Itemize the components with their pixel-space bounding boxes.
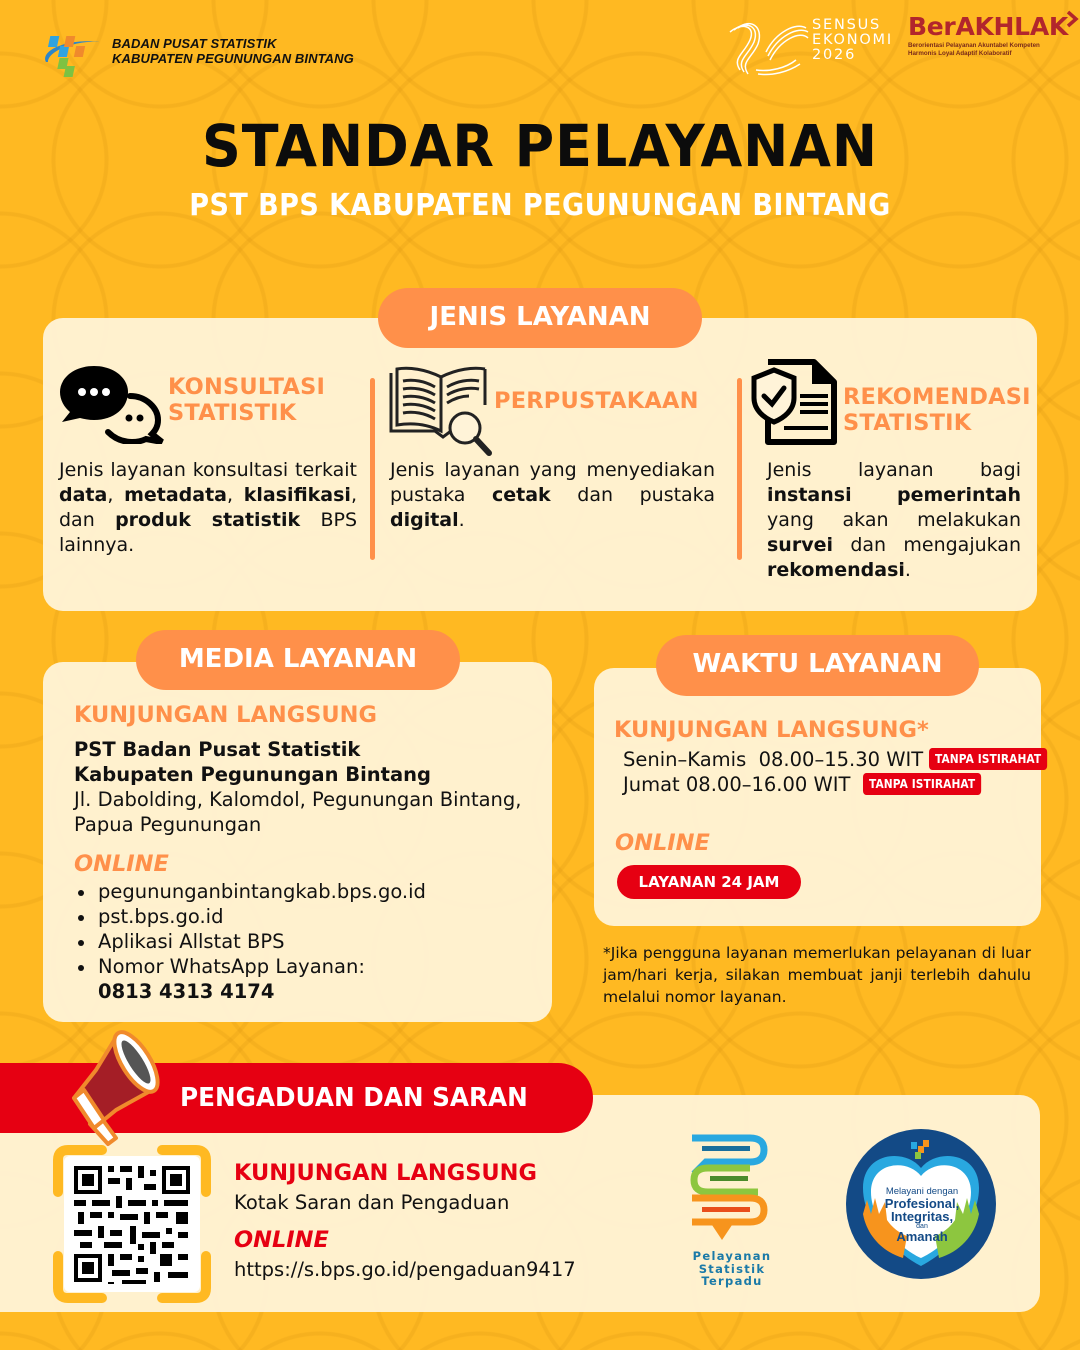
desc-text: yang akan melakukan (767, 509, 1021, 531)
emphasis-text: cetak (491, 484, 551, 506)
emphasis-text: rekomendasi (767, 559, 905, 581)
page-title: STANDAR PELAYANAN (201, 112, 878, 180)
allstat-app: Aplikasi Allstat BPS (74, 929, 544, 954)
pst-text-line2: Statistik (698, 1261, 766, 1276)
pengaduan-info (234, 1160, 654, 1282)
pst-logo (688, 1134, 778, 1254)
chevron-right-icon (1066, 10, 1080, 28)
service-divider (737, 378, 742, 560)
complaint-url[interactable]: https://s.bps.go.id/pengaduan9417 (234, 1258, 576, 1281)
berakhlak-wordmark: BerAKHLAK (908, 12, 1068, 41)
online-channel-list (74, 879, 544, 1004)
motto-line3: Integritas, (890, 1209, 954, 1224)
media-kunjungan-section (74, 702, 544, 837)
sensus-ekonomi-logo (726, 12, 810, 84)
megaphone-icon (64, 1020, 182, 1150)
motto-line1: Melayani dengan (885, 1186, 959, 1197)
bps-logo (38, 28, 108, 80)
layanan-24-jam-badge: LAYANAN 24 JAM (617, 865, 801, 899)
schedule-fri: Jumat 08.00–16.00 WIT (623, 773, 851, 796)
emphasis-text: instansi pemerintah (767, 484, 1021, 506)
emphasis-text: produk statistik (115, 509, 301, 531)
sensus-ekonomi-icon (726, 12, 810, 84)
address-line1: Jl. Dabolding, Kalomdol, Pegunungan Bintang, (74, 788, 522, 811)
pst-text-line1: Pelayanan (692, 1249, 772, 1263)
pst-text-line3: Terpadu (701, 1274, 763, 1288)
media-online-section (74, 851, 544, 1004)
shield-document-icon (750, 358, 840, 446)
office-name-line2: Kabupaten Pegunungan Bintang (74, 763, 431, 786)
service-desc-konsultasi (59, 458, 357, 558)
motto-text (872, 1186, 972, 1243)
link-pst[interactable]: pst.bps.go.id (74, 904, 544, 929)
emphasis-text: digital (390, 509, 459, 531)
organization-name-line1: BADAN PUSAT STATISTIK (112, 36, 277, 51)
emphasis-text: survei (767, 534, 833, 556)
whatsapp-number[interactable]: 0813 4313 4174 (98, 980, 275, 1003)
pst-logo-text (692, 1250, 772, 1288)
book-search-icon (385, 365, 497, 459)
kunjungan-heading: KUNJUNGAN LANGSUNG (74, 702, 377, 728)
service-title-line1: REKOMENDASI (843, 384, 1031, 410)
schedule-section (614, 717, 1044, 797)
no-break-badge: TANPA ISTIRAHAT (863, 773, 981, 795)
kunjungan-heading: KUNJUNGAN LANGSUNG (234, 1160, 537, 1186)
emphasis-text: metadata (124, 484, 228, 506)
organization-name (112, 36, 354, 66)
online-heading: ONLINE (615, 830, 710, 856)
waktu-layanan-heading: WAKTU LAYANAN (656, 635, 979, 696)
office-name (74, 737, 544, 837)
whatsapp-item (74, 954, 544, 1004)
address-line2: Papua Pegunungan (74, 813, 262, 836)
sensus-ekonomi-text (812, 18, 893, 63)
bps-logo-icon (38, 28, 108, 80)
online-heading: ONLINE (234, 1227, 329, 1253)
media-layanan-heading: MEDIA LAYANAN (136, 630, 460, 690)
schedule-row (614, 747, 1044, 772)
desc-text: , (107, 484, 125, 506)
no-break-badge: TANPA ISTIRAHAT (929, 748, 1047, 770)
sensus-line3: 2026 (812, 47, 857, 63)
service-title-line1: KONSULTASI (168, 374, 326, 400)
schedule-row (614, 772, 1044, 797)
service-title-perpustakaan: PERPUSTAKAAN (494, 388, 699, 414)
desc-text: , (227, 484, 244, 506)
pengaduan-heading: PENGADUAN DAN SARAN (180, 1083, 528, 1113)
kunjungan-heading: KUNJUNGAN LANGSUNG* (614, 717, 929, 743)
service-desc-rekomendasi (767, 458, 1021, 583)
link-website[interactable]: pegununganbintangkab.bps.go.id (74, 879, 544, 904)
service-title-konsultasi (168, 374, 325, 426)
desc-text: BPS lainnya. (59, 509, 358, 556)
service-divider (370, 378, 375, 560)
berakhlak-tagline-2: Harmonis Loyal Adaptif Kolaboratif (908, 49, 1012, 57)
chat-bubbles-icon (58, 362, 168, 444)
berakhlak-tagline-1: Berorientasi Pelayanan Akuntabel Kompeten (908, 42, 1040, 49)
service-desc-perpustakaan (390, 458, 715, 533)
motto-line5: Amanah (896, 1229, 948, 1244)
desc-text: dan pustaka (550, 484, 715, 506)
berakhlak-logo (908, 12, 1068, 57)
sensus-line2: EKONOMI (812, 32, 893, 48)
service-title-line2: STATISTIK (843, 410, 972, 436)
whatsapp-label: Nomor WhatsApp Layanan: (98, 955, 365, 978)
office-name-line1: PST Badan Pusat Statistik (74, 738, 361, 761)
jenis-layanan-heading: JENIS LAYANAN (378, 288, 702, 348)
suggestion-box-text: Kotak Saran dan Pengaduan (234, 1191, 510, 1214)
qr-code[interactable] (50, 1142, 214, 1306)
organization-name-line2: KABUPATEN PEGUNUNGAN BINTANG (112, 51, 354, 66)
motto-line4: dan (916, 1223, 928, 1230)
service-title-line2: STATISTIK (168, 400, 297, 426)
desc-text: . (904, 559, 911, 581)
page-subtitle: PST BPS KABUPATEN PEGUNUNGAN BINTANG (189, 188, 891, 223)
pst-books-icon (688, 1134, 778, 1254)
online-heading: ONLINE (74, 851, 169, 877)
footnote: *Jika pengguna layanan memerlukan pelayanan di luar jam/hari kerja, silakan membuat janji terlebih dahulu melalui nomor layanan. (603, 944, 1031, 1006)
desc-text: Jenis layanan bagi (767, 459, 1021, 481)
service-title-rekomendasi (843, 384, 1031, 436)
desc-text: dan mengajukan (833, 534, 1021, 556)
emphasis-text: data (59, 484, 108, 506)
schedule-mon-thu: Senin–Kamis 08.00–15.30 WIT (623, 748, 924, 771)
motto-line2: Profesional, (884, 1196, 960, 1211)
emphasis-text: klasifikasi (243, 484, 351, 506)
desc-text: . (458, 509, 465, 531)
desc-text: Jenis layanan konsultasi terkait (59, 459, 357, 481)
desc-text: Jenis layanan yang menyediakan pustaka (390, 459, 715, 506)
sensus-line1: SENSUS (812, 17, 882, 33)
desc-text: , dan (59, 484, 357, 531)
